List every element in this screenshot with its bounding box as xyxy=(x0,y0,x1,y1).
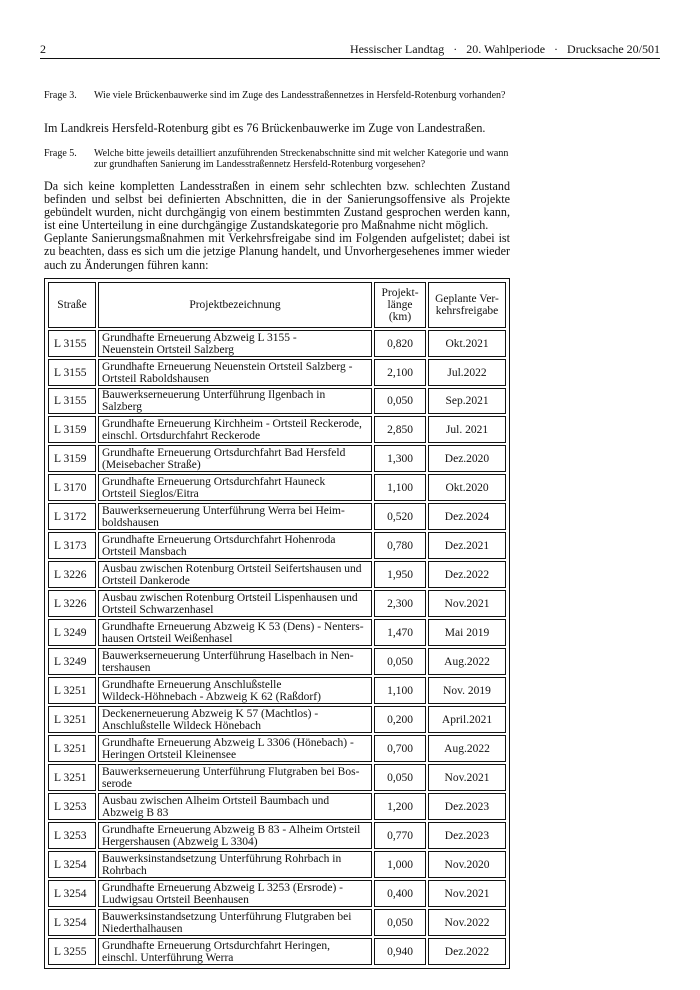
cell-strasse: L 3155 xyxy=(48,330,96,357)
cell-projektlaenge: 0,940 xyxy=(374,938,426,965)
cell-projektlaenge: 0,700 xyxy=(374,735,426,762)
cell-projektbezeichnung xyxy=(98,822,372,849)
cell-projektlaenge: 0,050 xyxy=(374,388,426,414)
cell-projektlaenge: 1,300 xyxy=(374,445,426,472)
cell-projektlaenge: 0,820 xyxy=(374,330,426,357)
table-row xyxy=(48,706,506,733)
cell-projektbezeichnung xyxy=(98,416,372,443)
cell-projektbezeichnung xyxy=(98,880,372,907)
cell-strasse: L 3226 xyxy=(48,561,96,588)
projektbezeichnung-line-2: Abzweig B 83 xyxy=(102,806,169,819)
projektbezeichnung-line-1: Grundhafte Erneuerung Anschlußstelle xyxy=(102,678,282,691)
cell-strasse: L 3172 xyxy=(48,503,96,530)
cell-projektbezeichnung xyxy=(98,735,372,762)
cell-strasse: L 3251 xyxy=(48,677,96,704)
cell-verkehrsfreigabe: Dez.2022 xyxy=(428,561,506,588)
projektbezeichnung-line-2: (Meisebacher Straße) xyxy=(102,458,201,471)
answer-5-paragraph-1: Da sich keine kompletten Landesstraßen in einem sehr schlechten bzw. schlechten Zustand befinden und selbst bei definierten Abschnitten, die in der Sanierungsoffensive als Projekte gebündelt wurden, nicht durchgängig von einem bestimmten Zustand gesprochen werden kann, ist eine Unterteilung in eine durchgängige Zustandskategorie pro Maßnahme nicht möglich. xyxy=(44,179,510,233)
cell-verkehrsfreigabe: Nov. 2019 xyxy=(428,677,506,704)
cell-projektlaenge: 0,200 xyxy=(374,706,426,733)
table-row xyxy=(48,474,506,501)
projektbezeichnung-line-1: Grundhafte Erneuerung Abzweig L 3253 (Ersrode) - xyxy=(102,881,343,894)
table-row xyxy=(48,388,506,414)
cell-verkehrsfreigabe: Dez.2024 xyxy=(428,503,506,530)
cell-strasse: L 3251 xyxy=(48,764,96,791)
table-row xyxy=(48,880,506,907)
answer-3: Im Landkreis Hersfeld-Rotenburg gibt es 76 Brückenbauwerke im Zuge von Landestraßen. xyxy=(44,121,486,135)
cell-strasse: L 3155 xyxy=(48,359,96,386)
cell-verkehrsfreigabe: Okt.2021 xyxy=(428,330,506,357)
cell-strasse: L 3173 xyxy=(48,532,96,559)
table-row xyxy=(48,590,506,617)
cell-projektbezeichnung xyxy=(98,561,372,588)
answer-5 xyxy=(44,180,510,272)
table-row xyxy=(48,677,506,704)
projektbezeichnung-line-1: Deckenerneuerung Abzweig K 57 (Machtlos) - xyxy=(102,707,319,720)
projektbezeichnung-line-2: Neuenstein Ortsteil Salzberg xyxy=(102,343,235,356)
cell-projektbezeichnung xyxy=(98,590,372,617)
cell-projektbezeichnung xyxy=(98,764,372,791)
cell-projektlaenge: 2,100 xyxy=(374,359,426,386)
projektbezeichnung-line-1: Bauwerkserneuerung Unterführung Ilgenbach in Salzberg xyxy=(102,389,326,413)
cell-verkehrsfreigabe: Aug.2022 xyxy=(428,648,506,675)
cell-verkehrsfreigabe: Dez.2021 xyxy=(428,532,506,559)
cell-projektbezeichnung xyxy=(98,938,372,965)
cell-projektlaenge: 1,470 xyxy=(374,619,426,646)
table-row xyxy=(48,532,506,559)
projektbezeichnung-line-1: Grundhafte Erneuerung Abzweig L 3306 (Hönebach) - xyxy=(102,736,354,749)
question-5-text: Welche bitte jeweils detailliert anzuführenden Streckenabschnitte sind mit welcher Kategorie und wann zur grundhaften Sanierung im Landesstraßennetz Hersfeld-Rotenburg vorgesehen? xyxy=(94,148,509,170)
cell-projektlaenge: 0,520 xyxy=(374,503,426,530)
projektbezeichnung-line-1: Bauwerkserneuerung Unterführung Haselbach in Nen- xyxy=(102,649,354,662)
cell-verkehrsfreigabe: Dez.2023 xyxy=(428,793,506,820)
projektbezeichnung-line-2: Heringen Ortsteil Kleinensee xyxy=(102,748,237,761)
projektbezeichnung-line-2: einschl. Unterführung Werra xyxy=(102,951,234,964)
cell-projektlaenge: 0,780 xyxy=(374,532,426,559)
header-freigabe-line-1: Geplante Ver- xyxy=(435,293,499,305)
cell-verkehrsfreigabe: Aug.2022 xyxy=(428,735,506,762)
table-row xyxy=(48,909,506,936)
projektbezeichnung-line-2: tershausen xyxy=(102,661,151,674)
cell-projektbezeichnung xyxy=(98,388,372,414)
cell-verkehrsfreigabe: Okt.2020 xyxy=(428,474,506,501)
cell-projektlaenge: 0,050 xyxy=(374,648,426,675)
cell-verkehrsfreigabe: Jul.2022 xyxy=(428,359,506,386)
cell-verkehrsfreigabe: Nov.2020 xyxy=(428,851,506,878)
table-row xyxy=(48,416,506,443)
projektbezeichnung-line-2: Ortsteil Raboldshausen xyxy=(102,372,209,385)
projektbezeichnung-line-1: Ausbau zwischen Rotenburg Ortsteil Lispenhausen und xyxy=(102,591,358,604)
table-row xyxy=(48,735,506,762)
cell-projektbezeichnung xyxy=(98,330,372,357)
cell-projektlaenge: 0,050 xyxy=(374,764,426,791)
table-row xyxy=(48,619,506,646)
projektbezeichnung-line-2: Niederthalhausen xyxy=(102,922,183,935)
projektbezeichnung-line-1: Grundhafte Erneuerung Kirchheim - Ortsteil Reckerode, xyxy=(102,417,362,430)
cell-projektlaenge: 0,770 xyxy=(374,822,426,849)
cell-projektbezeichnung xyxy=(98,648,372,675)
cell-verkehrsfreigabe: Jul. 2021 xyxy=(428,416,506,443)
running-title: Hessischer Landtag · 20. Wahlperiode · Drucksache 20/501 xyxy=(349,42,660,56)
cell-verkehrsfreigabe: Dez.2023 xyxy=(428,822,506,849)
cell-strasse: L 3251 xyxy=(48,706,96,733)
projektbezeichnung-line-2: Anschlußstelle Wildeck Hönebach xyxy=(102,719,262,732)
cell-projektlaenge: 2,300 xyxy=(374,590,426,617)
cell-projektbezeichnung xyxy=(98,909,372,936)
cell-projektbezeichnung xyxy=(98,503,372,530)
question-5 xyxy=(44,148,514,170)
cell-projektbezeichnung xyxy=(98,677,372,704)
table-row xyxy=(48,503,506,530)
projektbezeichnung-line-2: Rohrbach xyxy=(102,864,147,877)
header-strasse: Straße xyxy=(48,282,96,328)
projektbezeichnung-line-2: serode xyxy=(102,777,133,790)
projektbezeichnung-line-2: Ortsteil Mansbach xyxy=(102,545,187,558)
cell-strasse: L 3249 xyxy=(48,619,96,646)
projektbezeichnung-line-1: Grundhafte Erneuerung Ortsdurchfahrt Bad Hersfeld xyxy=(102,446,346,459)
projektbezeichnung-line-2: Ludwigsau Ortsteil Beenhausen xyxy=(102,893,249,906)
cell-verkehrsfreigabe: Sep.2021 xyxy=(428,388,506,414)
header-projektbezeichnung: Projektbezeichnung xyxy=(98,282,372,328)
cell-projektlaenge: 1,950 xyxy=(374,561,426,588)
question-5-label: Frage 5. xyxy=(44,148,77,159)
question-3-text: Wie viele Brückenbauwerke sind im Zuge des Landesstraßennetzes in Hersfeld-Rotenburg vorhanden? xyxy=(94,90,506,101)
header-projektlaenge xyxy=(374,282,426,328)
projektbezeichnung-line-2: Hergershausen (Abzweig L 3304) xyxy=(102,835,258,848)
projektbezeichnung-line-1: Grundhafte Erneuerung Ortsdurchfahrt Heringen, xyxy=(102,939,330,952)
cell-strasse: L 3254 xyxy=(48,909,96,936)
table-row xyxy=(48,938,506,965)
cell-strasse: L 3159 xyxy=(48,445,96,472)
cell-verkehrsfreigabe: Nov.2022 xyxy=(428,909,506,936)
cell-projektbezeichnung xyxy=(98,851,372,878)
table-row xyxy=(48,793,506,820)
cell-strasse: L 3170 xyxy=(48,474,96,501)
projektbezeichnung-line-1: Ausbau zwischen Alheim Ortsteil Baumbach und xyxy=(102,794,330,807)
cell-projektbezeichnung xyxy=(98,474,372,501)
cell-projektbezeichnung xyxy=(98,706,372,733)
answer-5-paragraph-2: Geplante Sanierungsmaßnahmen mit Verkehrsfreigabe sind im Folgenden aufgelistet; dabei ist zu beachten, dass es sich um die jetzige Planung handelt, und Unvorhergesehenes immer wieder auch zu Änderungen führen kann: xyxy=(44,231,510,272)
projektbezeichnung-line-1: Grundhafte Erneuerung Ortsdurchfahrt Hauneck xyxy=(102,475,326,488)
cell-projektlaenge: 1,100 xyxy=(374,677,426,704)
page-header xyxy=(40,40,660,59)
projektbezeichnung-line-2: Ortsteil Sieglos/Eitra xyxy=(102,487,199,500)
cell-verkehrsfreigabe: Nov.2021 xyxy=(428,880,506,907)
cell-verkehrsfreigabe: Nov.2021 xyxy=(428,590,506,617)
table-row xyxy=(48,561,506,588)
table-row xyxy=(48,851,506,878)
cell-projektlaenge: 1,100 xyxy=(374,474,426,501)
projektbezeichnung-line-2: Ortsteil Schwarzenhasel xyxy=(102,603,214,616)
table-row xyxy=(48,330,506,357)
projektbezeichnung-line-1: Bauwerkserneuerung Unterführung Flutgraben bei Bos- xyxy=(102,765,360,778)
page-number: 2 xyxy=(40,42,46,56)
header-laenge-line-1: Projekt- xyxy=(381,287,419,299)
cell-strasse: L 3249 xyxy=(48,648,96,675)
table-header-row xyxy=(48,282,506,328)
cell-projektbezeichnung xyxy=(98,793,372,820)
cell-strasse: L 3159 xyxy=(48,416,96,443)
question-3-label: Frage 3. xyxy=(44,90,77,101)
question-3 xyxy=(44,90,514,101)
projektbezeichnung-line-2: boldshausen xyxy=(102,516,159,529)
project-table xyxy=(44,278,510,969)
header-laenge-line-2: länge xyxy=(387,299,413,311)
cell-projektbezeichnung xyxy=(98,619,372,646)
table-row xyxy=(48,359,506,386)
cell-strasse: L 3254 xyxy=(48,880,96,907)
projektbezeichnung-line-1: Bauwerksinstandsetzung Unterführung Rohrbach in xyxy=(102,852,342,865)
cell-verkehrsfreigabe: April.2021 xyxy=(428,706,506,733)
header-freigabe-line-2: kehrsfreigabe xyxy=(435,305,499,317)
projektbezeichnung-line-1: Grundhafte Erneuerung Abzweig K 53 (Dens) - Nenters- xyxy=(102,620,364,633)
cell-projektlaenge: 0,050 xyxy=(374,909,426,936)
cell-strasse: L 3255 xyxy=(48,938,96,965)
cell-strasse: L 3155 xyxy=(48,388,96,414)
cell-projektbezeichnung xyxy=(98,532,372,559)
cell-verkehrsfreigabe: Dez.2022 xyxy=(428,938,506,965)
projektbezeichnung-line-2: einschl. Ortsdurchfahrt Reckerode xyxy=(102,429,261,442)
cell-projektlaenge: 1,200 xyxy=(374,793,426,820)
projektbezeichnung-line-2: hausen Ortsteil Weißenhasel xyxy=(102,632,233,645)
table-row xyxy=(48,822,506,849)
table-row xyxy=(48,445,506,472)
cell-projektbezeichnung xyxy=(98,445,372,472)
header-verkehrsfreigabe xyxy=(428,282,506,328)
projektbezeichnung-line-1: Ausbau zwischen Rotenburg Ortsteil Seifertshausen und xyxy=(102,562,362,575)
cell-projektlaenge: 2,850 xyxy=(374,416,426,443)
projektbezeichnung-line-1: Grundhafte Erneuerung Abzweig L 3155 - xyxy=(102,331,297,344)
projektbezeichnung-line-1: Grundhafte Erneuerung Ortsdurchfahrt Hohenroda xyxy=(102,533,336,546)
cell-strasse: L 3254 xyxy=(48,851,96,878)
cell-verkehrsfreigabe: Mai 2019 xyxy=(428,619,506,646)
projektbezeichnung-line-1: Grundhafte Erneuerung Abzweig B 83 - Alheim Ortsteil xyxy=(102,823,361,836)
projektbezeichnung-line-2: Ortsteil Dankerode xyxy=(102,574,190,587)
table-row xyxy=(48,764,506,791)
table-row xyxy=(48,648,506,675)
cell-strasse: L 3251 xyxy=(48,735,96,762)
projektbezeichnung-line-2: Wildeck-Höhnebach - Abzweig K 62 (Raßdorf) xyxy=(102,690,321,703)
cell-verkehrsfreigabe: Dez.2020 xyxy=(428,445,506,472)
cell-strasse: L 3253 xyxy=(48,822,96,849)
cell-projektlaenge: 0,400 xyxy=(374,880,426,907)
cell-projektlaenge: 1,000 xyxy=(374,851,426,878)
projektbezeichnung-line-1: Bauwerkserneuerung Unterführung Werra bei Heim- xyxy=(102,504,345,517)
projektbezeichnung-line-1: Bauwerksinstandsetzung Unterführung Flutgraben bei xyxy=(102,910,352,923)
cell-strasse: L 3226 xyxy=(48,590,96,617)
cell-projektbezeichnung xyxy=(98,359,372,386)
cell-verkehrsfreigabe: Nov.2021 xyxy=(428,764,506,791)
cell-strasse: L 3253 xyxy=(48,793,96,820)
header-laenge-line-3: (km) xyxy=(388,311,412,323)
projektbezeichnung-line-1: Grundhafte Erneuerung Neuenstein Ortsteil Salzberg - xyxy=(102,360,353,373)
